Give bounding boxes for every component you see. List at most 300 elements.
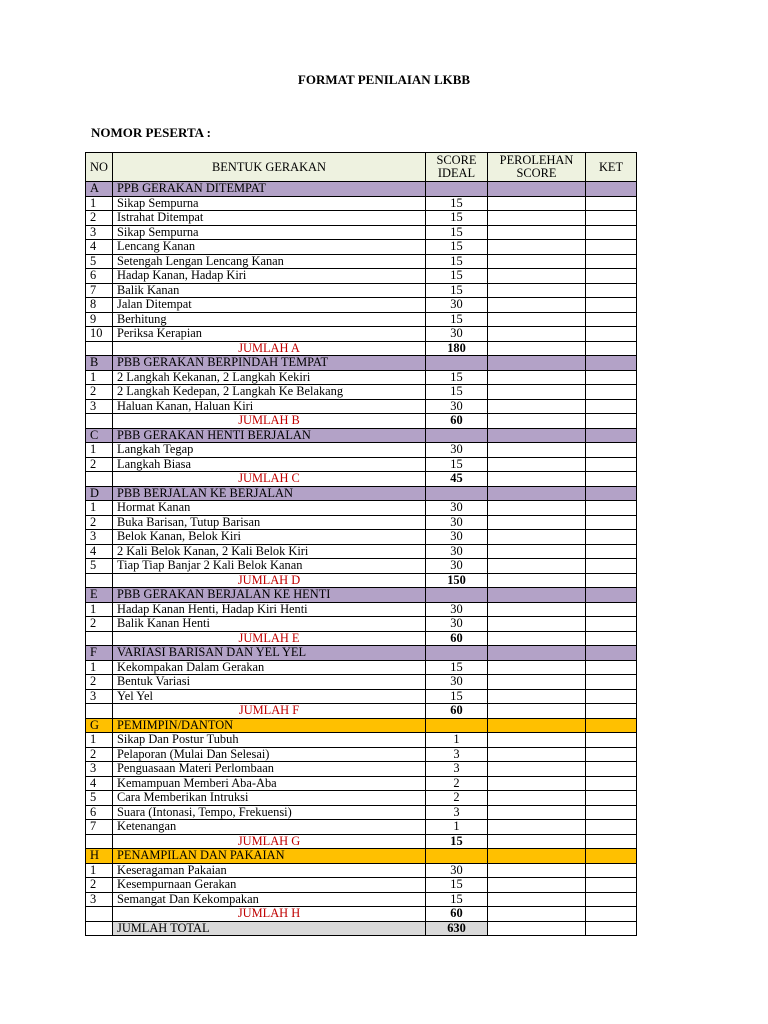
item-ket-cell[interactable] (586, 196, 637, 211)
item-name: 2 Langkah Kedepan, 2 Langkah Ke Belakang (113, 385, 426, 400)
section-score-empty (426, 428, 488, 443)
section-ket-empty (586, 486, 637, 501)
item-perolehan-score-cell[interactable] (488, 385, 586, 400)
item-ket-cell[interactable] (586, 240, 637, 255)
item-score-ideal: 1 (426, 820, 488, 835)
item-ket-cell[interactable] (586, 225, 637, 240)
item-perolehan-score-cell[interactable] (488, 501, 586, 516)
item-ket-cell[interactable] (586, 211, 637, 226)
jumlah-row (86, 472, 637, 487)
jumlah-label: JUMLAH G (113, 834, 426, 849)
item-ket-cell[interactable] (586, 820, 637, 835)
header-score-ideal-line2: IDEAL (437, 166, 476, 180)
item-ket-cell[interactable] (586, 747, 637, 762)
item-no: 5 (86, 254, 113, 269)
section-title: VARIASI BARISAN DAN YEL YEL (113, 646, 426, 661)
item-ket-cell[interactable] (586, 298, 637, 313)
jumlah-ket-cell[interactable] (586, 704, 637, 719)
jumlah-value: 60 (426, 631, 488, 646)
jumlah-no-empty (86, 414, 113, 429)
item-perolehan-score-cell[interactable] (488, 559, 586, 574)
item-no: 2 (86, 515, 113, 530)
section-perolehan-empty (488, 646, 586, 661)
item-ket-cell[interactable] (586, 544, 637, 559)
item-score-ideal: 1 (426, 733, 488, 748)
table-body (86, 182, 637, 936)
total-perolehan-cell[interactable] (488, 921, 586, 936)
item-no: 3 (86, 399, 113, 414)
section-code: A (86, 182, 113, 197)
item-perolehan-score-cell[interactable] (488, 312, 586, 327)
item-score-ideal: 30 (426, 327, 488, 342)
section-ket-empty (586, 718, 637, 733)
item-no: 7 (86, 283, 113, 298)
item-no: 5 (86, 791, 113, 806)
item-name: Pelaporan (Mulai Dan Selesai) (113, 747, 426, 762)
item-perolehan-score-cell[interactable] (488, 675, 586, 690)
item-perolehan-score-cell[interactable] (488, 443, 586, 458)
item-name: Buka Barisan, Tutup Barisan (113, 515, 426, 530)
total-no-empty (86, 921, 113, 936)
item-no: 7 (86, 820, 113, 835)
item-score-ideal: 15 (426, 385, 488, 400)
item-perolehan-score-cell[interactable] (488, 617, 586, 632)
item-score-ideal: 30 (426, 399, 488, 414)
item-perolehan-score-cell[interactable] (488, 602, 586, 617)
item-name: Bentuk Variasi (113, 675, 426, 690)
section-ket-empty (586, 356, 637, 371)
jumlah-ket-cell[interactable] (586, 414, 637, 429)
item-no: 1 (86, 196, 113, 211)
table-row (86, 370, 637, 385)
item-ket-cell[interactable] (586, 312, 637, 327)
table-row (86, 298, 637, 313)
item-ket-cell[interactable] (586, 660, 637, 675)
item-ket-cell[interactable] (586, 863, 637, 878)
section-ket-empty (586, 849, 637, 864)
table-row (86, 385, 637, 400)
jumlah-label: JUMLAH B (113, 414, 426, 429)
section-header-row (86, 356, 637, 371)
scoring-table (85, 152, 637, 936)
item-score-ideal: 3 (426, 762, 488, 777)
table-row (86, 457, 637, 472)
item-no: 3 (86, 225, 113, 240)
item-no: 2 (86, 211, 113, 226)
item-name: Setengah Lengan Lencang Kanan (113, 254, 426, 269)
total-label: JUMLAH TOTAL (113, 921, 426, 936)
item-no: 3 (86, 762, 113, 777)
section-title: PBB GERAKAN BERPINDAH TEMPAT (113, 356, 426, 371)
item-score-ideal: 30 (426, 515, 488, 530)
item-score-ideal: 15 (426, 196, 488, 211)
item-score-ideal: 2 (426, 776, 488, 791)
item-perolehan-score-cell[interactable] (488, 211, 586, 226)
section-title: PBB GERAKAN HENTI BERJALAN (113, 428, 426, 443)
item-perolehan-score-cell[interactable] (488, 733, 586, 748)
item-name: Kesempurnaan Gerakan (113, 878, 426, 893)
section-score-empty (426, 646, 488, 661)
item-perolehan-score-cell[interactable] (488, 863, 586, 878)
item-perolehan-score-cell[interactable] (488, 399, 586, 414)
table-row (86, 196, 637, 211)
item-name: Hadap Kanan Henti, Hadap Kiri Henti (113, 602, 426, 617)
item-ket-cell[interactable] (586, 733, 637, 748)
table-row (86, 863, 637, 878)
item-name: Langkah Tegap (113, 443, 426, 458)
item-perolehan-score-cell[interactable] (488, 298, 586, 313)
jumlah-row (86, 631, 637, 646)
jumlah-value: 60 (426, 414, 488, 429)
item-no: 1 (86, 660, 113, 675)
jumlah-perolehan-cell[interactable] (488, 341, 586, 356)
item-score-ideal: 15 (426, 269, 488, 284)
item-no: 4 (86, 544, 113, 559)
table-row (86, 240, 637, 255)
jumlah-ket-cell[interactable] (586, 907, 637, 922)
jumlah-perolehan-cell[interactable] (488, 704, 586, 719)
table-row (86, 617, 637, 632)
item-ket-cell[interactable] (586, 399, 637, 414)
jumlah-row (86, 704, 637, 719)
item-score-ideal: 15 (426, 370, 488, 385)
jumlah-row (86, 907, 637, 922)
table-row (86, 776, 637, 791)
nomor-peserta-label: NOMOR PESERTA : (91, 125, 211, 140)
item-name: 2 Langkah Kekanan, 2 Langkah Kekiri (113, 370, 426, 385)
jumlah-label: JUMLAH F (113, 704, 426, 719)
item-no: 4 (86, 776, 113, 791)
item-name: Sikap Sempurna (113, 225, 426, 240)
jumlah-perolehan-cell[interactable] (488, 834, 586, 849)
header-score-ideal (426, 153, 488, 182)
item-no: 4 (86, 240, 113, 255)
item-no: 9 (86, 312, 113, 327)
item-perolehan-score-cell[interactable] (488, 269, 586, 284)
jumlah-row (86, 834, 637, 849)
header-no: NO (86, 153, 113, 182)
section-ket-empty (586, 182, 637, 197)
item-ket-cell[interactable] (586, 805, 637, 820)
item-no: 1 (86, 370, 113, 385)
item-name: 2 Kali Belok Kanan, 2 Kali Belok Kiri (113, 544, 426, 559)
jumlah-no-empty (86, 907, 113, 922)
item-perolehan-score-cell[interactable] (488, 254, 586, 269)
jumlah-perolehan-cell[interactable] (488, 414, 586, 429)
item-perolehan-score-cell[interactable] (488, 240, 586, 255)
item-name: Hormat Kanan (113, 501, 426, 516)
section-score-empty (426, 849, 488, 864)
item-perolehan-score-cell[interactable] (488, 196, 586, 211)
item-perolehan-score-cell[interactable] (488, 370, 586, 385)
item-no: 10 (86, 327, 113, 342)
item-ket-cell[interactable] (586, 385, 637, 400)
table-row (86, 501, 637, 516)
section-perolehan-empty (488, 428, 586, 443)
item-no: 8 (86, 298, 113, 313)
item-name: Cara Memberikan Intruksi (113, 791, 426, 806)
jumlah-row (86, 414, 637, 429)
item-name: Periksa Kerapian (113, 327, 426, 342)
item-perolehan-score-cell[interactable] (488, 660, 586, 675)
item-no: 6 (86, 269, 113, 284)
table-row (86, 660, 637, 675)
item-perolehan-score-cell[interactable] (488, 776, 586, 791)
section-perolehan-empty (488, 849, 586, 864)
item-score-ideal: 30 (426, 675, 488, 690)
item-name: Kekompakan Dalam Gerakan (113, 660, 426, 675)
table-row (86, 689, 637, 704)
item-ket-cell[interactable] (586, 530, 637, 545)
item-perolehan-score-cell[interactable] (488, 283, 586, 298)
item-no: 1 (86, 443, 113, 458)
jumlah-ket-cell[interactable] (586, 472, 637, 487)
item-name: Sikap Dan Postur Tubuh (113, 733, 426, 748)
item-ket-cell[interactable] (586, 515, 637, 530)
jumlah-perolehan-cell[interactable] (488, 631, 586, 646)
table-row (86, 211, 637, 226)
jumlah-no-empty (86, 472, 113, 487)
item-ket-cell[interactable] (586, 501, 637, 516)
item-name: Hadap Kanan, Hadap Kiri (113, 269, 426, 284)
item-score-ideal: 30 (426, 530, 488, 545)
item-ket-cell[interactable] (586, 689, 637, 704)
item-name: Keseragaman Pakaian (113, 863, 426, 878)
jumlah-perolehan-cell[interactable] (488, 472, 586, 487)
table-row (86, 515, 637, 530)
header-ket: KET (586, 153, 637, 182)
item-score-ideal: 15 (426, 254, 488, 269)
jumlah-row (86, 341, 637, 356)
item-name: Yel Yel (113, 689, 426, 704)
section-header-row (86, 646, 637, 661)
table-row (86, 544, 637, 559)
section-title: PBB GERAKAN BERJALAN KE HENTI (113, 588, 426, 603)
item-perolehan-score-cell[interactable] (488, 530, 586, 545)
item-no: 1 (86, 501, 113, 516)
item-score-ideal: 15 (426, 240, 488, 255)
item-ket-cell[interactable] (586, 602, 637, 617)
jumlah-value: 60 (426, 704, 488, 719)
section-title: PENAMPILAN DAN PAKAIAN (113, 849, 426, 864)
item-name: Istrahat Ditempat (113, 211, 426, 226)
item-score-ideal: 15 (426, 689, 488, 704)
item-perolehan-score-cell[interactable] (488, 791, 586, 806)
item-perolehan-score-cell[interactable] (488, 544, 586, 559)
section-perolehan-empty (488, 486, 586, 501)
item-no: 3 (86, 892, 113, 907)
table-row (86, 559, 637, 574)
section-code: B (86, 356, 113, 371)
section-header-row (86, 588, 637, 603)
table-row (86, 225, 637, 240)
table-row (86, 675, 637, 690)
item-ket-cell[interactable] (586, 776, 637, 791)
item-perolehan-score-cell[interactable] (488, 327, 586, 342)
item-ket-cell[interactable] (586, 791, 637, 806)
section-header-row (86, 182, 637, 197)
jumlah-perolehan-cell[interactable] (488, 907, 586, 922)
item-score-ideal: 15 (426, 892, 488, 907)
section-score-empty (426, 486, 488, 501)
section-code: H (86, 849, 113, 864)
jumlah-label: JUMLAH E (113, 631, 426, 646)
item-no: 2 (86, 457, 113, 472)
jumlah-no-empty (86, 573, 113, 588)
table-header-row (86, 153, 637, 182)
item-no: 1 (86, 863, 113, 878)
item-score-ideal: 15 (426, 211, 488, 226)
item-ket-cell[interactable] (586, 443, 637, 458)
header-perolehan-line2: SCORE (516, 166, 557, 180)
section-code: C (86, 428, 113, 443)
item-name: Haluan Kanan, Haluan Kiri (113, 399, 426, 414)
total-ket-cell[interactable] (586, 921, 637, 936)
jumlah-label: JUMLAH C (113, 472, 426, 487)
item-perolehan-score-cell[interactable] (488, 457, 586, 472)
jumlah-label: JUMLAH H (113, 907, 426, 922)
section-score-empty (426, 588, 488, 603)
item-perolehan-score-cell[interactable] (488, 515, 586, 530)
table-row (86, 762, 637, 777)
section-ket-empty (586, 588, 637, 603)
section-perolehan-empty (488, 718, 586, 733)
section-title: PBB BERJALAN KE BERJALAN (113, 486, 426, 501)
item-name: Ketenangan (113, 820, 426, 835)
item-name: Berhitung (113, 312, 426, 327)
item-perolehan-score-cell[interactable] (488, 820, 586, 835)
item-score-ideal: 15 (426, 878, 488, 893)
item-no: 2 (86, 617, 113, 632)
jumlah-no-empty (86, 631, 113, 646)
item-perolehan-score-cell[interactable] (488, 225, 586, 240)
item-name: Balik Kanan (113, 283, 426, 298)
item-ket-cell[interactable] (586, 892, 637, 907)
section-score-empty (426, 356, 488, 371)
jumlah-no-empty (86, 704, 113, 719)
header-perolehan-score (488, 153, 586, 182)
item-ket-cell[interactable] (586, 327, 637, 342)
item-no: 3 (86, 689, 113, 704)
item-score-ideal: 15 (426, 660, 488, 675)
table-row (86, 530, 637, 545)
item-score-ideal: 15 (426, 283, 488, 298)
table-row (86, 805, 637, 820)
jumlah-value: 150 (426, 573, 488, 588)
item-ket-cell[interactable] (586, 559, 637, 574)
item-ket-cell[interactable] (586, 617, 637, 632)
item-name: Penguasaan Materi Perlombaan (113, 762, 426, 777)
table-row (86, 283, 637, 298)
item-score-ideal: 30 (426, 443, 488, 458)
section-header-row (86, 486, 637, 501)
item-perolehan-score-cell[interactable] (488, 878, 586, 893)
item-name: Kemampuan Memberi Aba-Aba (113, 776, 426, 791)
jumlah-perolehan-cell[interactable] (488, 573, 586, 588)
section-score-empty (426, 182, 488, 197)
item-score-ideal: 30 (426, 501, 488, 516)
jumlah-value: 45 (426, 472, 488, 487)
item-no: 6 (86, 805, 113, 820)
jumlah-ket-cell[interactable] (586, 341, 637, 356)
item-perolehan-score-cell[interactable] (488, 762, 586, 777)
table-row (86, 399, 637, 414)
item-no: 5 (86, 559, 113, 574)
table-row (86, 327, 637, 342)
item-ket-cell[interactable] (586, 762, 637, 777)
item-score-ideal: 15 (426, 457, 488, 472)
header-perolehan-line1: PEROLEHAN (499, 153, 574, 167)
section-title: PPB GERAKAN DITEMPAT (113, 182, 426, 197)
item-ket-cell[interactable] (586, 370, 637, 385)
section-ket-empty (586, 428, 637, 443)
jumlah-label: JUMLAH A (113, 341, 426, 356)
jumlah-row (86, 573, 637, 588)
page-title: FORMAT PENILAIAN LKBB (297, 72, 471, 87)
item-ket-cell[interactable] (586, 283, 637, 298)
item-perolehan-score-cell[interactable] (488, 747, 586, 762)
section-ket-empty (586, 646, 637, 661)
item-score-ideal: 2 (426, 791, 488, 806)
table-row (86, 254, 637, 269)
item-score-ideal: 3 (426, 747, 488, 762)
jumlah-ket-cell[interactable] (586, 573, 637, 588)
item-score-ideal: 30 (426, 617, 488, 632)
item-score-ideal: 30 (426, 544, 488, 559)
item-no: 2 (86, 747, 113, 762)
item-ket-cell[interactable] (586, 269, 637, 284)
jumlah-ket-cell[interactable] (586, 631, 637, 646)
item-name: Tiap Tiap Banjar 2 Kali Belok Kanan (113, 559, 426, 574)
item-name: Jalan Ditempat (113, 298, 426, 313)
section-header-row (86, 849, 637, 864)
jumlah-label: JUMLAH D (113, 573, 426, 588)
header-bentuk-gerakan: BENTUK GERAKAN (113, 153, 426, 182)
item-ket-cell[interactable] (586, 675, 637, 690)
item-perolehan-score-cell[interactable] (488, 892, 586, 907)
item-no: 2 (86, 385, 113, 400)
section-code: D (86, 486, 113, 501)
item-no: 2 (86, 675, 113, 690)
item-ket-cell[interactable] (586, 457, 637, 472)
table-row (86, 443, 637, 458)
section-title: PEMIMPIN/DANTON (113, 718, 426, 733)
section-perolehan-empty (488, 588, 586, 603)
item-name: Belok Kanan, Belok Kiri (113, 530, 426, 545)
item-ket-cell[interactable] (586, 254, 637, 269)
item-name: Sikap Sempurna (113, 196, 426, 211)
item-ket-cell[interactable] (586, 878, 637, 893)
table-row (86, 791, 637, 806)
item-no: 1 (86, 602, 113, 617)
jumlah-no-empty (86, 834, 113, 849)
header-score-ideal-line1: SCORE (436, 153, 477, 167)
table-row (86, 312, 637, 327)
item-score-ideal: 30 (426, 602, 488, 617)
jumlah-value: 180 (426, 341, 488, 356)
table-row (86, 269, 637, 284)
item-perolehan-score-cell[interactable] (488, 805, 586, 820)
section-score-empty (426, 718, 488, 733)
table-row (86, 747, 637, 762)
table-row (86, 878, 637, 893)
jumlah-value: 60 (426, 907, 488, 922)
item-perolehan-score-cell[interactable] (488, 689, 586, 704)
jumlah-ket-cell[interactable] (586, 834, 637, 849)
table-row (86, 733, 637, 748)
section-perolehan-empty (488, 182, 586, 197)
total-row (86, 921, 637, 936)
